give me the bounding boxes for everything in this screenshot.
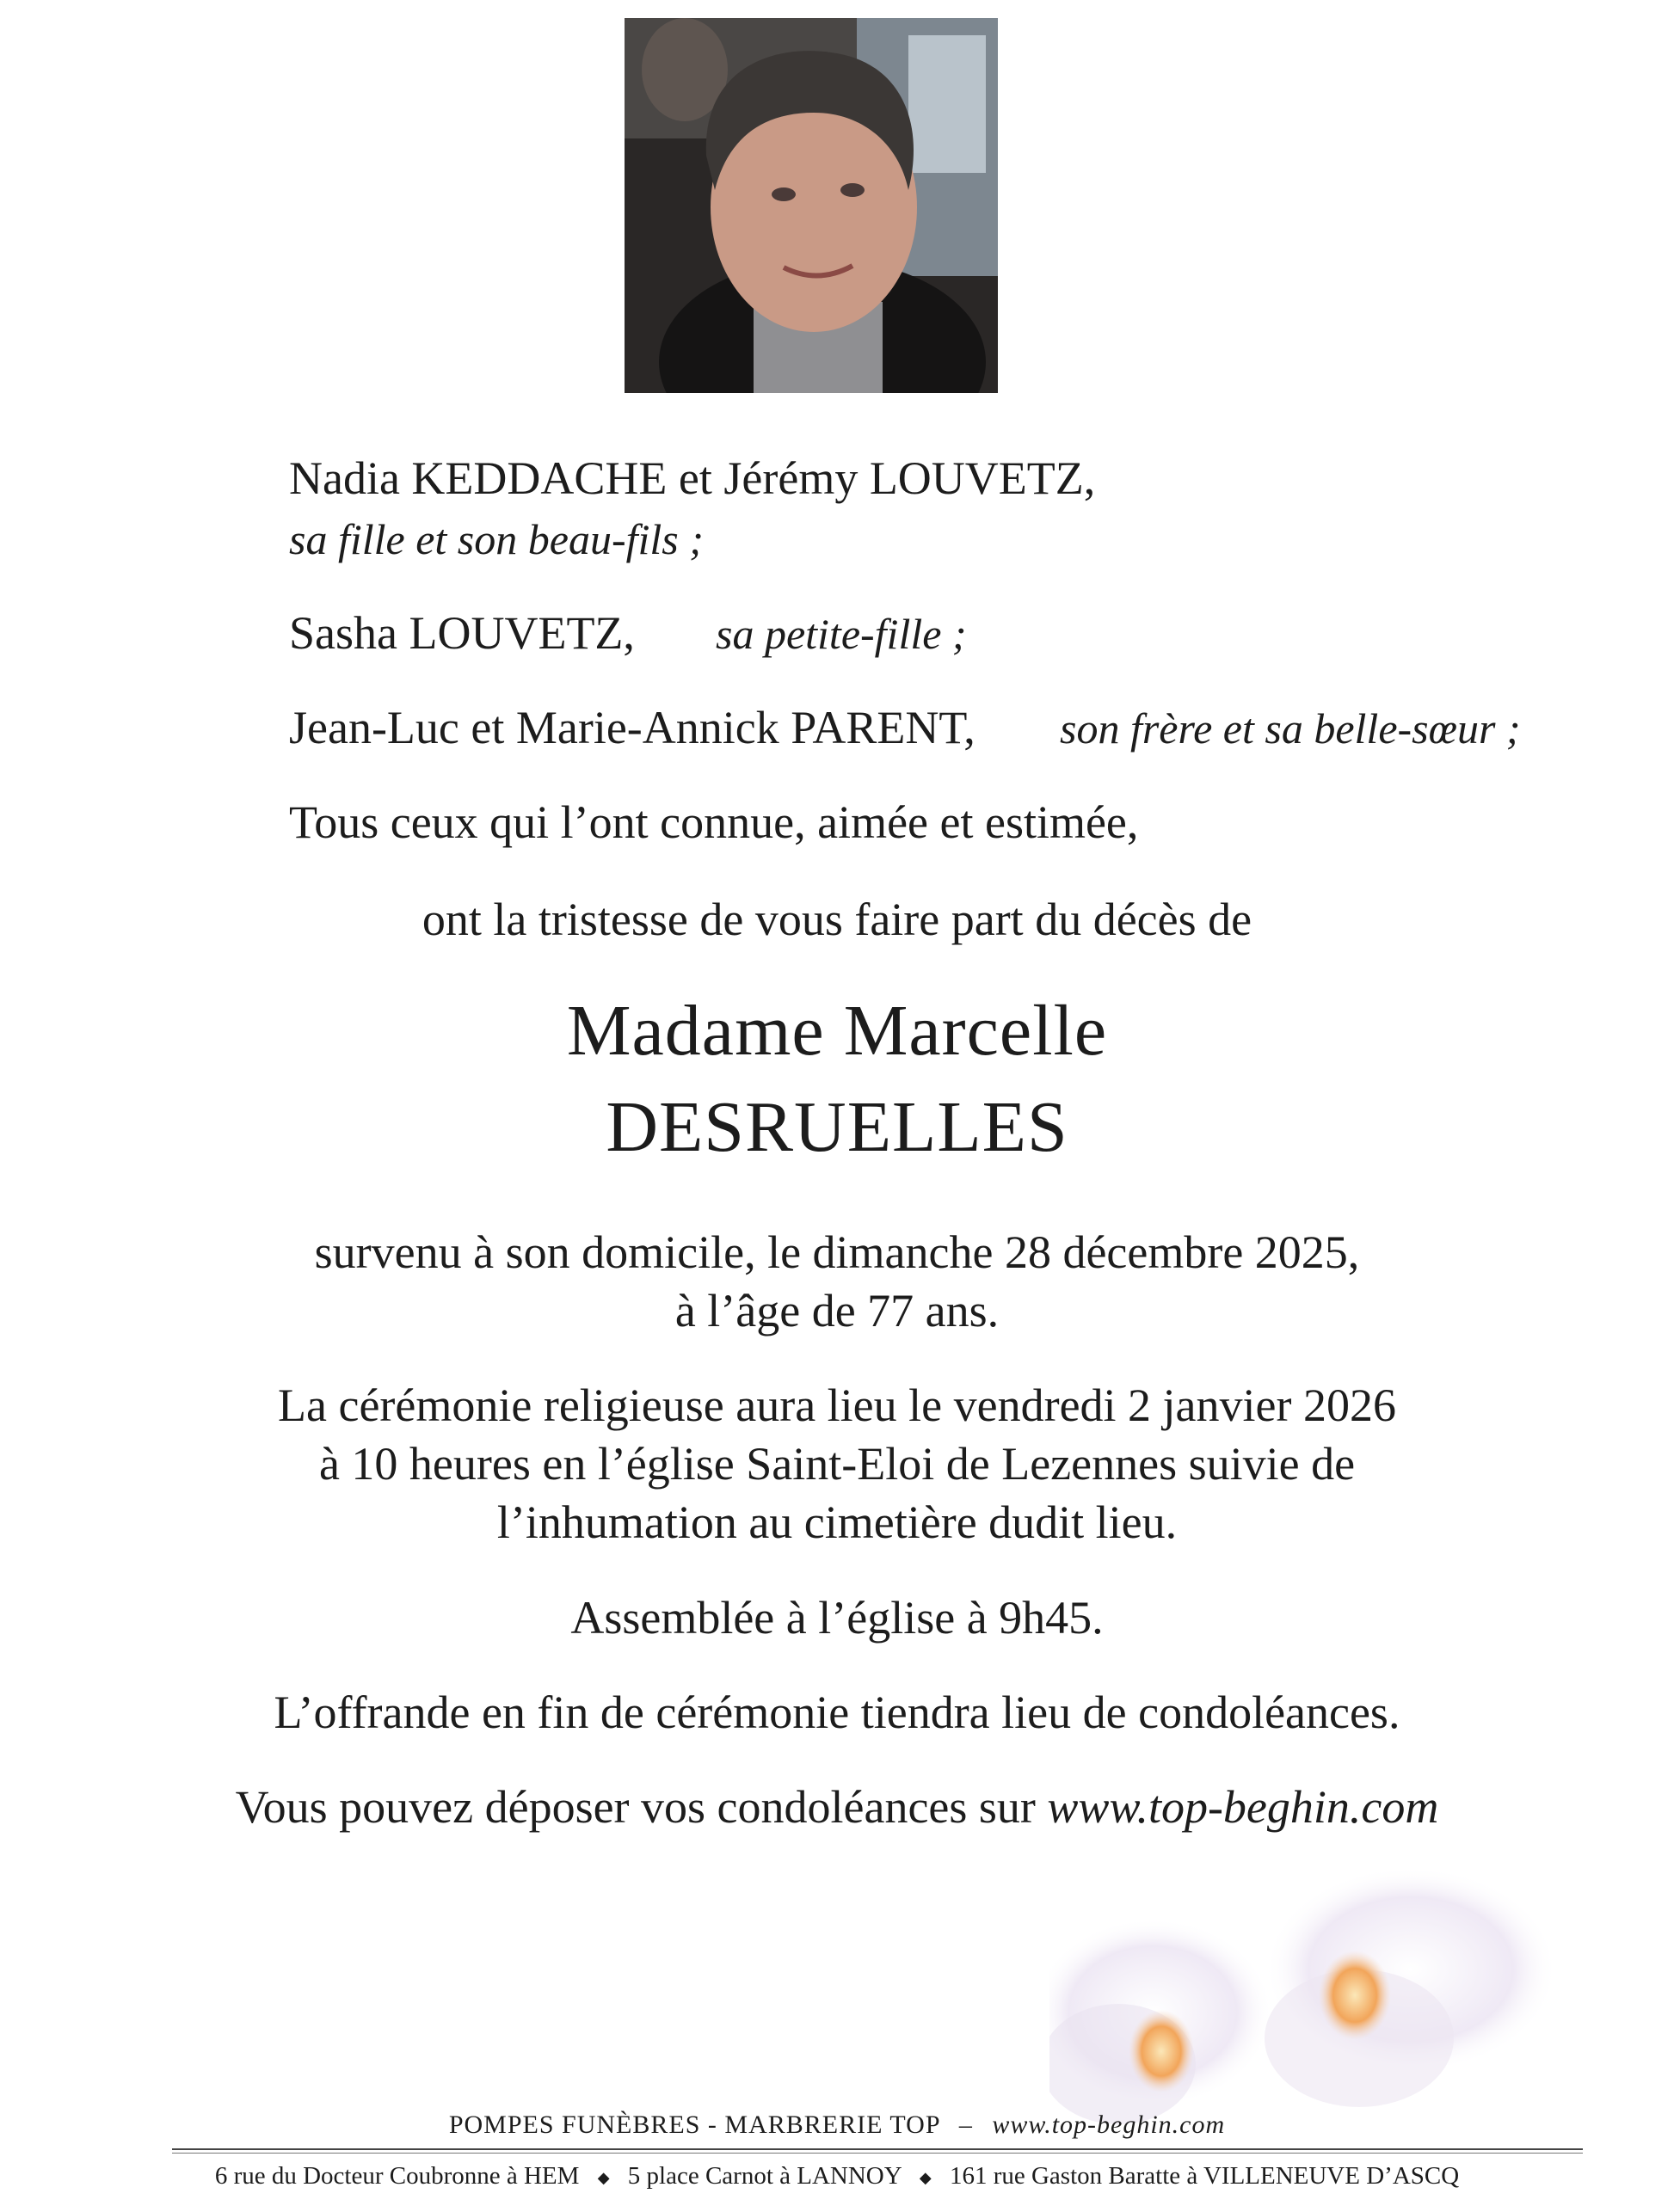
condolences-link[interactable]: www.top-beghin.com xyxy=(1047,1781,1439,1833)
diamond-separator-icon: ◆ xyxy=(597,2168,610,2186)
deceased-name-line1: Madame Marcelle xyxy=(566,991,1108,1071)
family-names-1: Nadia KEDDACHE et Jérémy LOUVETZ, xyxy=(289,452,1096,504)
condolences-text: Vous pouvez déposer vos condoléances sur xyxy=(235,1781,1036,1833)
condolences-line xyxy=(0,1780,1674,1834)
address-villeneuve: 161 rue Gaston Baratte à VILLENEUVE D’ASCQ xyxy=(949,2162,1460,2190)
address-lannoy: 5 place Carnot à LANNOY xyxy=(627,2162,902,2190)
orchid-decoration xyxy=(1049,1866,1566,2124)
family-names-2: Sasha LOUVETZ, xyxy=(289,607,635,659)
diamond-separator-icon: ◆ xyxy=(919,2168,932,2186)
footer-dash: – xyxy=(958,2111,973,2139)
address-hem: 6 rue du Docteur Coubronne à HEM xyxy=(214,2162,580,2190)
deceased-name-line2: DESRUELLES xyxy=(606,1087,1068,1167)
portrait-photo xyxy=(625,18,998,393)
death-details-line1: survenu à son domicile, le dimanche 28 décembre 2025, xyxy=(314,1226,1360,1278)
family-relation-3: son frère et sa belle-sœur ; xyxy=(1060,704,1521,753)
company-website[interactable]: www.top-beghin.com xyxy=(992,2111,1226,2139)
footer-company xyxy=(0,2111,1674,2140)
assembly-time: Assemblée à l’église à 9h45. xyxy=(570,1592,1104,1644)
death-details-line2: à l’âge de 77 ans. xyxy=(674,1285,1000,1336)
announcement: ont la tristesse de vous faire part du décès de xyxy=(422,894,1252,945)
ceremony-line2: à 10 heures en l’église Saint-Eloi de Lezennes suivie de xyxy=(318,1438,1356,1490)
ceremony-line3: l’inhumation au cimetière dudit lieu. xyxy=(496,1496,1178,1548)
ceremony-line1: La cérémonie religieuse aura lieu le vendredi 2 janvier 2026 xyxy=(278,1379,1396,1431)
offering-note: L’offrande en fin de cérémonie tiendra lieu de condoléances. xyxy=(274,1687,1400,1738)
all-who-knew: Tous ceux qui l’ont connue, aimée et estimée, xyxy=(289,796,1139,848)
family-relation-2: sa petite-fille ; xyxy=(716,610,967,658)
footer-divider-thin xyxy=(172,2153,1583,2154)
family-names-3: Jean-Luc et Marie-Annick PARENT, xyxy=(289,702,975,753)
footer-addresses xyxy=(0,2162,1674,2190)
family-relation-1: sa fille et son beau-fils ; xyxy=(289,515,704,563)
footer-divider xyxy=(172,2148,1583,2150)
company-name: POMPES FUNÈBRES - MARBRERIE TOP xyxy=(448,2111,940,2139)
